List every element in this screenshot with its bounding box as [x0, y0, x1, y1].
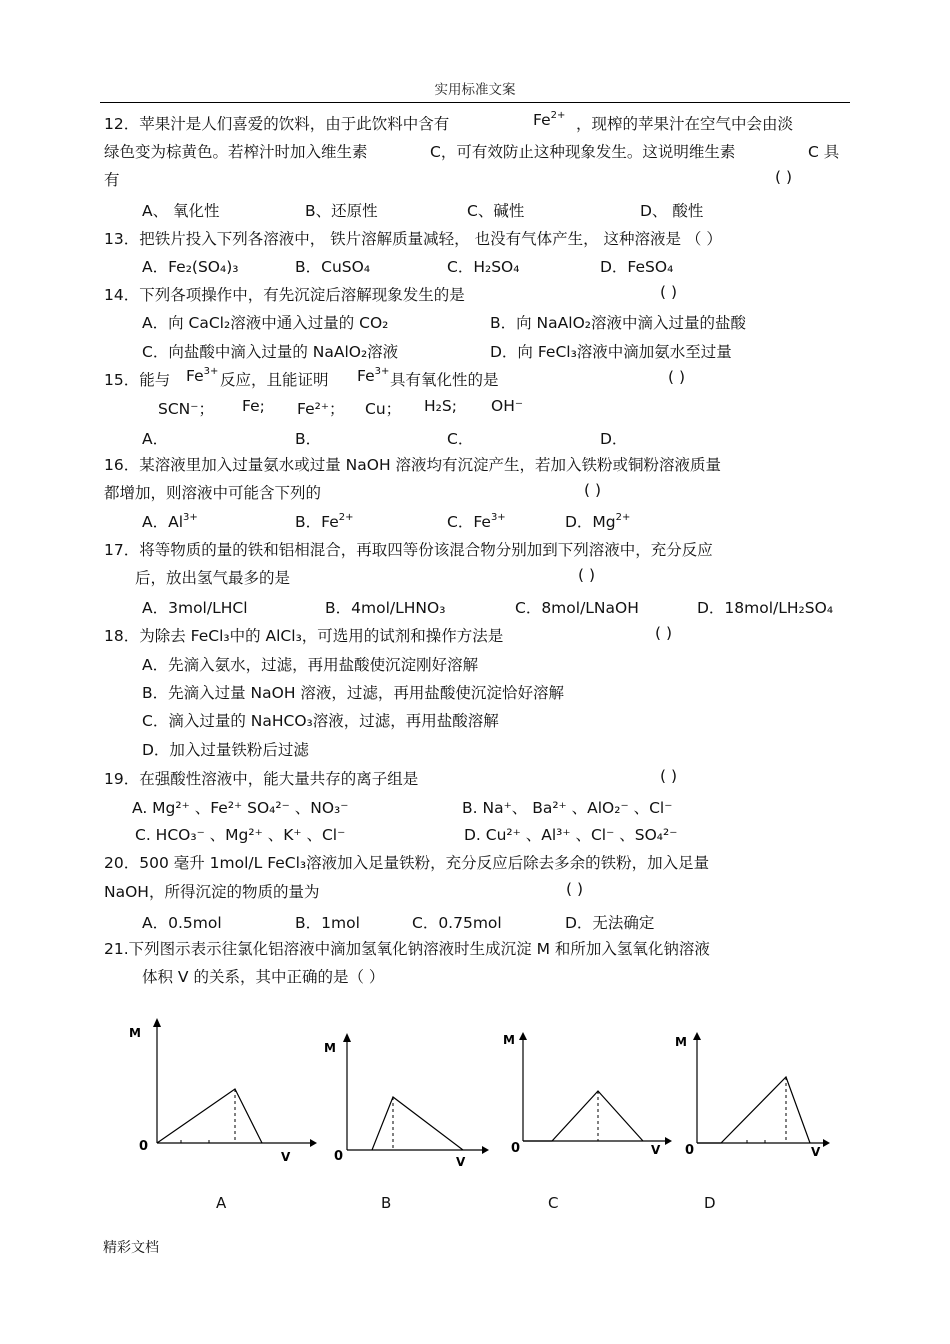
graph-b-axis-x: V [456, 1155, 466, 1169]
q12-line1 [104, 112, 449, 134]
q17-option-a: A．3mol/LHCl [142, 599, 248, 617]
graph-d-origin: 0 [685, 1143, 695, 1158]
q13-option-c: C．H₂SO₄ [447, 258, 520, 276]
q18-stem: 18．为除去 FeCl₃中的 AlCl₃，可选用的试剂和操作方法是 [104, 627, 504, 645]
q12-text-f: 有 [104, 171, 120, 189]
q15-species-6: OH⁻ [491, 397, 524, 415]
q20-option-c: C．0.75mol [412, 914, 502, 932]
graph-c-axis-x: V [651, 1143, 661, 1157]
q15-option-c: C． [447, 430, 474, 448]
q17-option-c: C．8mol/LNaOH [515, 599, 639, 617]
q16-option-c: C．$Fe^{3+}$ [447, 512, 506, 531]
q18-option-a: A．先滴入氨水，过滤，再用盐酸使沉淀刚好溶解 [142, 656, 479, 674]
q19-option-b: B. Na⁺、 Ba²⁺ 、AlO₂⁻ 、Cl⁻ [462, 799, 673, 817]
q12-paren: ( ) [775, 168, 793, 186]
graph-c-axis-y: M [503, 1033, 515, 1047]
q19-paren: ( ) [660, 767, 678, 785]
graph-d-label: D [704, 1194, 716, 1212]
q20-option-b: B．1mol [295, 914, 360, 932]
q19-stem: 19．在强酸性溶液中，能大量共存的离子组是 [104, 770, 419, 788]
q13-stem: 13．把铁片投入下列各溶液中， 铁片溶解质量减轻， 也没有气体产生， 这种溶液是 （ ） [104, 230, 722, 248]
q16-line1: 16．某溶液里加入过量氨水或过量 NaOH 溶液均有沉淀产生，若加入铁粉或铜粉溶液质量 [104, 456, 722, 474]
q13-option-b: B．CuSO₄ [295, 258, 371, 276]
q14-stem: 14．下列各项操作中，有先沉淀后溶解现象发生的是 [104, 286, 465, 304]
graph-a-origin: 0 [139, 1139, 149, 1154]
q12-text-a: 12．苹果汁是人们喜爱的饮料，由于此饮料中含有 [104, 115, 450, 133]
q19-option-a: A. Mg²⁺ 、Fe²⁺ SO₄²⁻ 、NO₃⁻ [132, 799, 349, 817]
q12-text-e: C 具 [808, 143, 840, 161]
q12-text-c: 绿色变为棕黄色。若榨汁时加入维生素 [104, 143, 368, 161]
q18-option-b: B．先滴入过量 NaOH 溶液，过滤，再用盐酸使沉淀恰好溶解 [142, 684, 564, 702]
q15-stem-a: 15．能与 [104, 371, 171, 389]
q12-option-d: D、 酸性 [640, 202, 704, 220]
graph-b-axis-y: M [324, 1041, 336, 1055]
page-header: 实用标准文案 [434, 82, 516, 98]
q17-line2: 后，放出氢气最多的是 [135, 569, 291, 587]
q17-line1: 17．将等物质的量的铁和铝相混合，再取四等份该混合物分别加到下列溶液中，充分反应 [104, 541, 713, 559]
q15-option-a: A． [142, 430, 169, 448]
q15-ion-1: $Fe^{3+}$ [186, 366, 219, 385]
q13-option-a: A．Fe₂(SO₄)₃ [142, 258, 239, 276]
q12-ion: $Fe^{2+}$ [533, 110, 566, 129]
graph-c-origin: 0 [511, 1141, 521, 1156]
graph-d-axis-y: M [675, 1035, 687, 1049]
q15-species-5: H₂S; [424, 397, 457, 415]
q15-stem-b: 反应，且能证明 [220, 371, 329, 389]
q15-paren: ( ) [668, 368, 686, 386]
q12-option-b: B、还原性 [305, 202, 378, 220]
graph-a-axis-x: V [281, 1150, 291, 1164]
q15-option-d: D． [600, 430, 628, 448]
q14-paren: ( ) [660, 283, 678, 301]
graph-a-axis-y: M [129, 1026, 141, 1040]
q14-option-c: C．向盐酸中滴入过量的 NaAlO₂溶液 [142, 343, 399, 361]
header-rule [100, 102, 850, 103]
q17-paren: ( ) [578, 566, 596, 584]
graph-d [665, 1030, 845, 1170]
q13-option-d: D．FeSO₄ [600, 258, 674, 276]
graph-b-label: B [381, 1194, 392, 1212]
q12-option-a: A、 氧化性 [142, 202, 220, 220]
q16-option-a: A．$Al^{3+}$ [142, 512, 198, 531]
q18-option-c: C．滴入过量的 NaHCO₃溶液，过滤，再用盐酸溶解 [142, 712, 499, 730]
graph-d-axis-x: V [811, 1145, 821, 1159]
q16-option-b: B．$Fe^{2+}$ [295, 512, 354, 531]
q12-text-d: C，可有效防止这种现象发生。这说明维生素 [430, 143, 736, 161]
q19-option-c: C. HCO₃⁻ 、Mg²⁺ 、K⁺ 、Cl⁻ [135, 826, 346, 844]
page-footer: 精彩文档 [103, 1240, 159, 1256]
q17-option-d: D．18mol/LH₂SO₄ [697, 599, 834, 617]
q12-text-b: ，现榨的苹果汁在空气中会由淡 [576, 115, 794, 133]
graph-b [320, 1030, 500, 1170]
q16-line2: 都增加，则溶液中可能含下列的 [104, 484, 322, 502]
q15-species-1: SCN⁻； [158, 400, 214, 418]
q21-line1: 21.下列图示表示往氯化铝溶液中滴加氢氧化钠溶液时生成沉淀 M 和所加入氢氧化钠溶液 [104, 940, 710, 958]
q15-option-b: B． [295, 430, 322, 448]
q20-option-d: D．无法确定 [565, 914, 655, 932]
q14-option-b: B．向 NaAlO₂溶液中滴入过量的盐酸 [490, 314, 746, 332]
q15-ion-2: $Fe^{3+}$ [357, 366, 390, 385]
q21-line2: 体积 V 的关系，其中正确的是（ ） [142, 968, 385, 986]
q18-paren: ( ) [655, 624, 673, 642]
q20-line2: NaOH，所得沉淀的物质的量为 [104, 883, 320, 901]
q14-option-a: A．向 CaCl₂溶液中通入过量的 CO₂ [142, 314, 389, 332]
q20-paren: ( ) [566, 880, 584, 898]
q18-option-d: D．加入过量铁粉后过滤 [142, 741, 309, 759]
q15-stem-c: 具有氧化性的是 [390, 371, 499, 389]
q15-species-4: Cu； [365, 400, 402, 418]
q14-option-d: D．向 FeCl₃溶液中滴加氨水至过量 [490, 343, 732, 361]
graph-c-label: C [548, 1194, 559, 1212]
graph-a-label: A [216, 1194, 227, 1212]
q16-paren: ( ) [584, 481, 602, 499]
graph-a [125, 1015, 325, 1165]
q12-option-c: C、碱性 [467, 202, 525, 220]
q20-line1: 20．500 毫升 1mol/L FeCl₃溶液加入足量铁粉，充分反应后除去多余的铁粉，加入足量 [104, 854, 710, 872]
graph-b-origin: 0 [334, 1149, 344, 1164]
q17-option-b: B．4mol/LHNO₃ [325, 599, 446, 617]
q15-species-3: Fe²⁺； [297, 400, 345, 418]
q15-species-2: Fe; [242, 397, 265, 415]
graph-c [495, 1030, 675, 1170]
q20-option-a: A．0.5mol [142, 914, 222, 932]
q19-option-d: D. Cu²⁺ 、Al³⁺ 、Cl⁻ 、SO₄²⁻ [464, 826, 678, 844]
q16-option-d: D．$Mg^{2+}$ [565, 512, 631, 531]
